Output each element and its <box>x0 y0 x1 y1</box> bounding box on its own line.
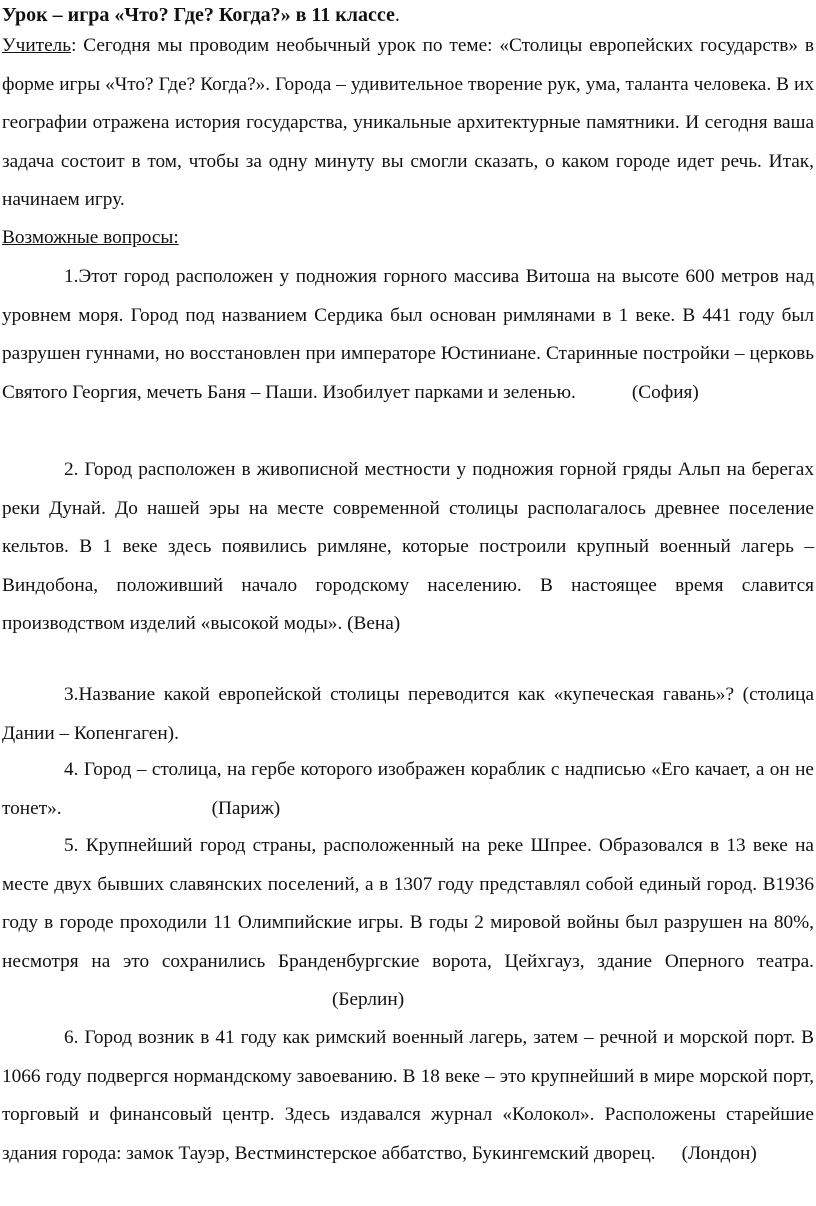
question-1 <box>2 258 814 412</box>
teacher-intro-text: : Сегодня мы проводим необычный урок по теме: «Столицы европейских государств» в форме игры «Что? Где? Когда?». Города – удивительное творение рук, ума, таланта человека. В их географии отражена история государства, уникальные архитектурные памятники. И сегодня ваша задача состоит в том, чтобы за одну минуту вы смогли сказать, о каком городе идет речь. Итак, начинаем игру. <box>2 35 814 210</box>
questions-heading-text: Возможные вопросы: <box>2 227 179 248</box>
question-4 <box>2 751 814 828</box>
question-3-text: 3.Название какой европейской столицы переводится как «купеческая гавань»? <box>64 684 735 705</box>
question-2-text: 2. Город расположен в живописной местности у подножия горной гряды Альп на берегах реки Дунай. До нашей эры на месте современной столицы располагалось древнее поселение кельтов. В 1 веке здесь появились римляне, которые построили крупный военный лагерь – Виндобона, положивший начало городскому населению. В настоящее время славится производством изделий «высокой моды». <box>2 459 814 634</box>
lesson-title <box>2 0 400 30</box>
question-4-answer: (Париж) <box>211 797 281 819</box>
teacher-intro <box>2 27 814 220</box>
lesson-title-text: Урок – игра «Что? Где? Когда?» в 11 классе <box>2 4 395 26</box>
question-3-answer: (столица Дании – Копенгаген). <box>2 684 815 744</box>
question-5-answer: (Берлин) <box>332 989 405 1010</box>
question-4-text: 4. Город – столица, на гербе которого изображен кораблик с надписью «Его качает, а он не тонет». <box>2 759 814 819</box>
questions-heading <box>2 219 814 258</box>
question-6-answer: (Лондон) <box>681 1142 757 1164</box>
question-5-text: 5. Крупнейший город страны, расположенный на реке Шпрее. Образовался в 13 веке на месте двух бывших славянских поселений, а в 1307 году представлял собой единый город. В1936 году в городе проходили 11 Олимпийские игры. В годы 2 мировой войны был разрушен на 80%, несмотря на это сохранились Бранденбургские ворота, Цейхгауз, здание Оперного театра. <box>2 835 814 972</box>
question-1-text: 1.Этот город расположен у подножия горного массива Витоша на высоте 600 метров над уровнем моря. Город под названием Сердика был основан римлянами в 1 веке. В 441 году был разрушен гуннами, но восстановлен при императоре Юстиниане. Старинные постройки – церковь Святого Георгия, мечеть Баня – Паши. Изобилует парками и зеленью. <box>2 266 814 403</box>
question-2 <box>2 451 814 644</box>
question-5 <box>2 827 814 1020</box>
question-6 <box>2 1019 814 1173</box>
question-1-answer: (София) <box>631 381 699 403</box>
teacher-label: Учитель <box>2 35 72 56</box>
question-3 <box>2 676 814 753</box>
lesson-title-period: . <box>394 4 400 26</box>
question-2-answer: (Вена) <box>347 613 401 634</box>
question-6-text: 6. Город возник в 41 году как римский военный лагерь, затем – речной и морской порт. В 1066 году подвергся нормандскому завоеванию. В 18 веке – это крупнейший в мире морской порт, торговый и финансовый центр. Здесь издавался журнал «Колокол». Расположены старейшие здания города: замок Тауэр, Вестминстерское аббатство, Букингемский дворец. <box>2 1027 814 1164</box>
